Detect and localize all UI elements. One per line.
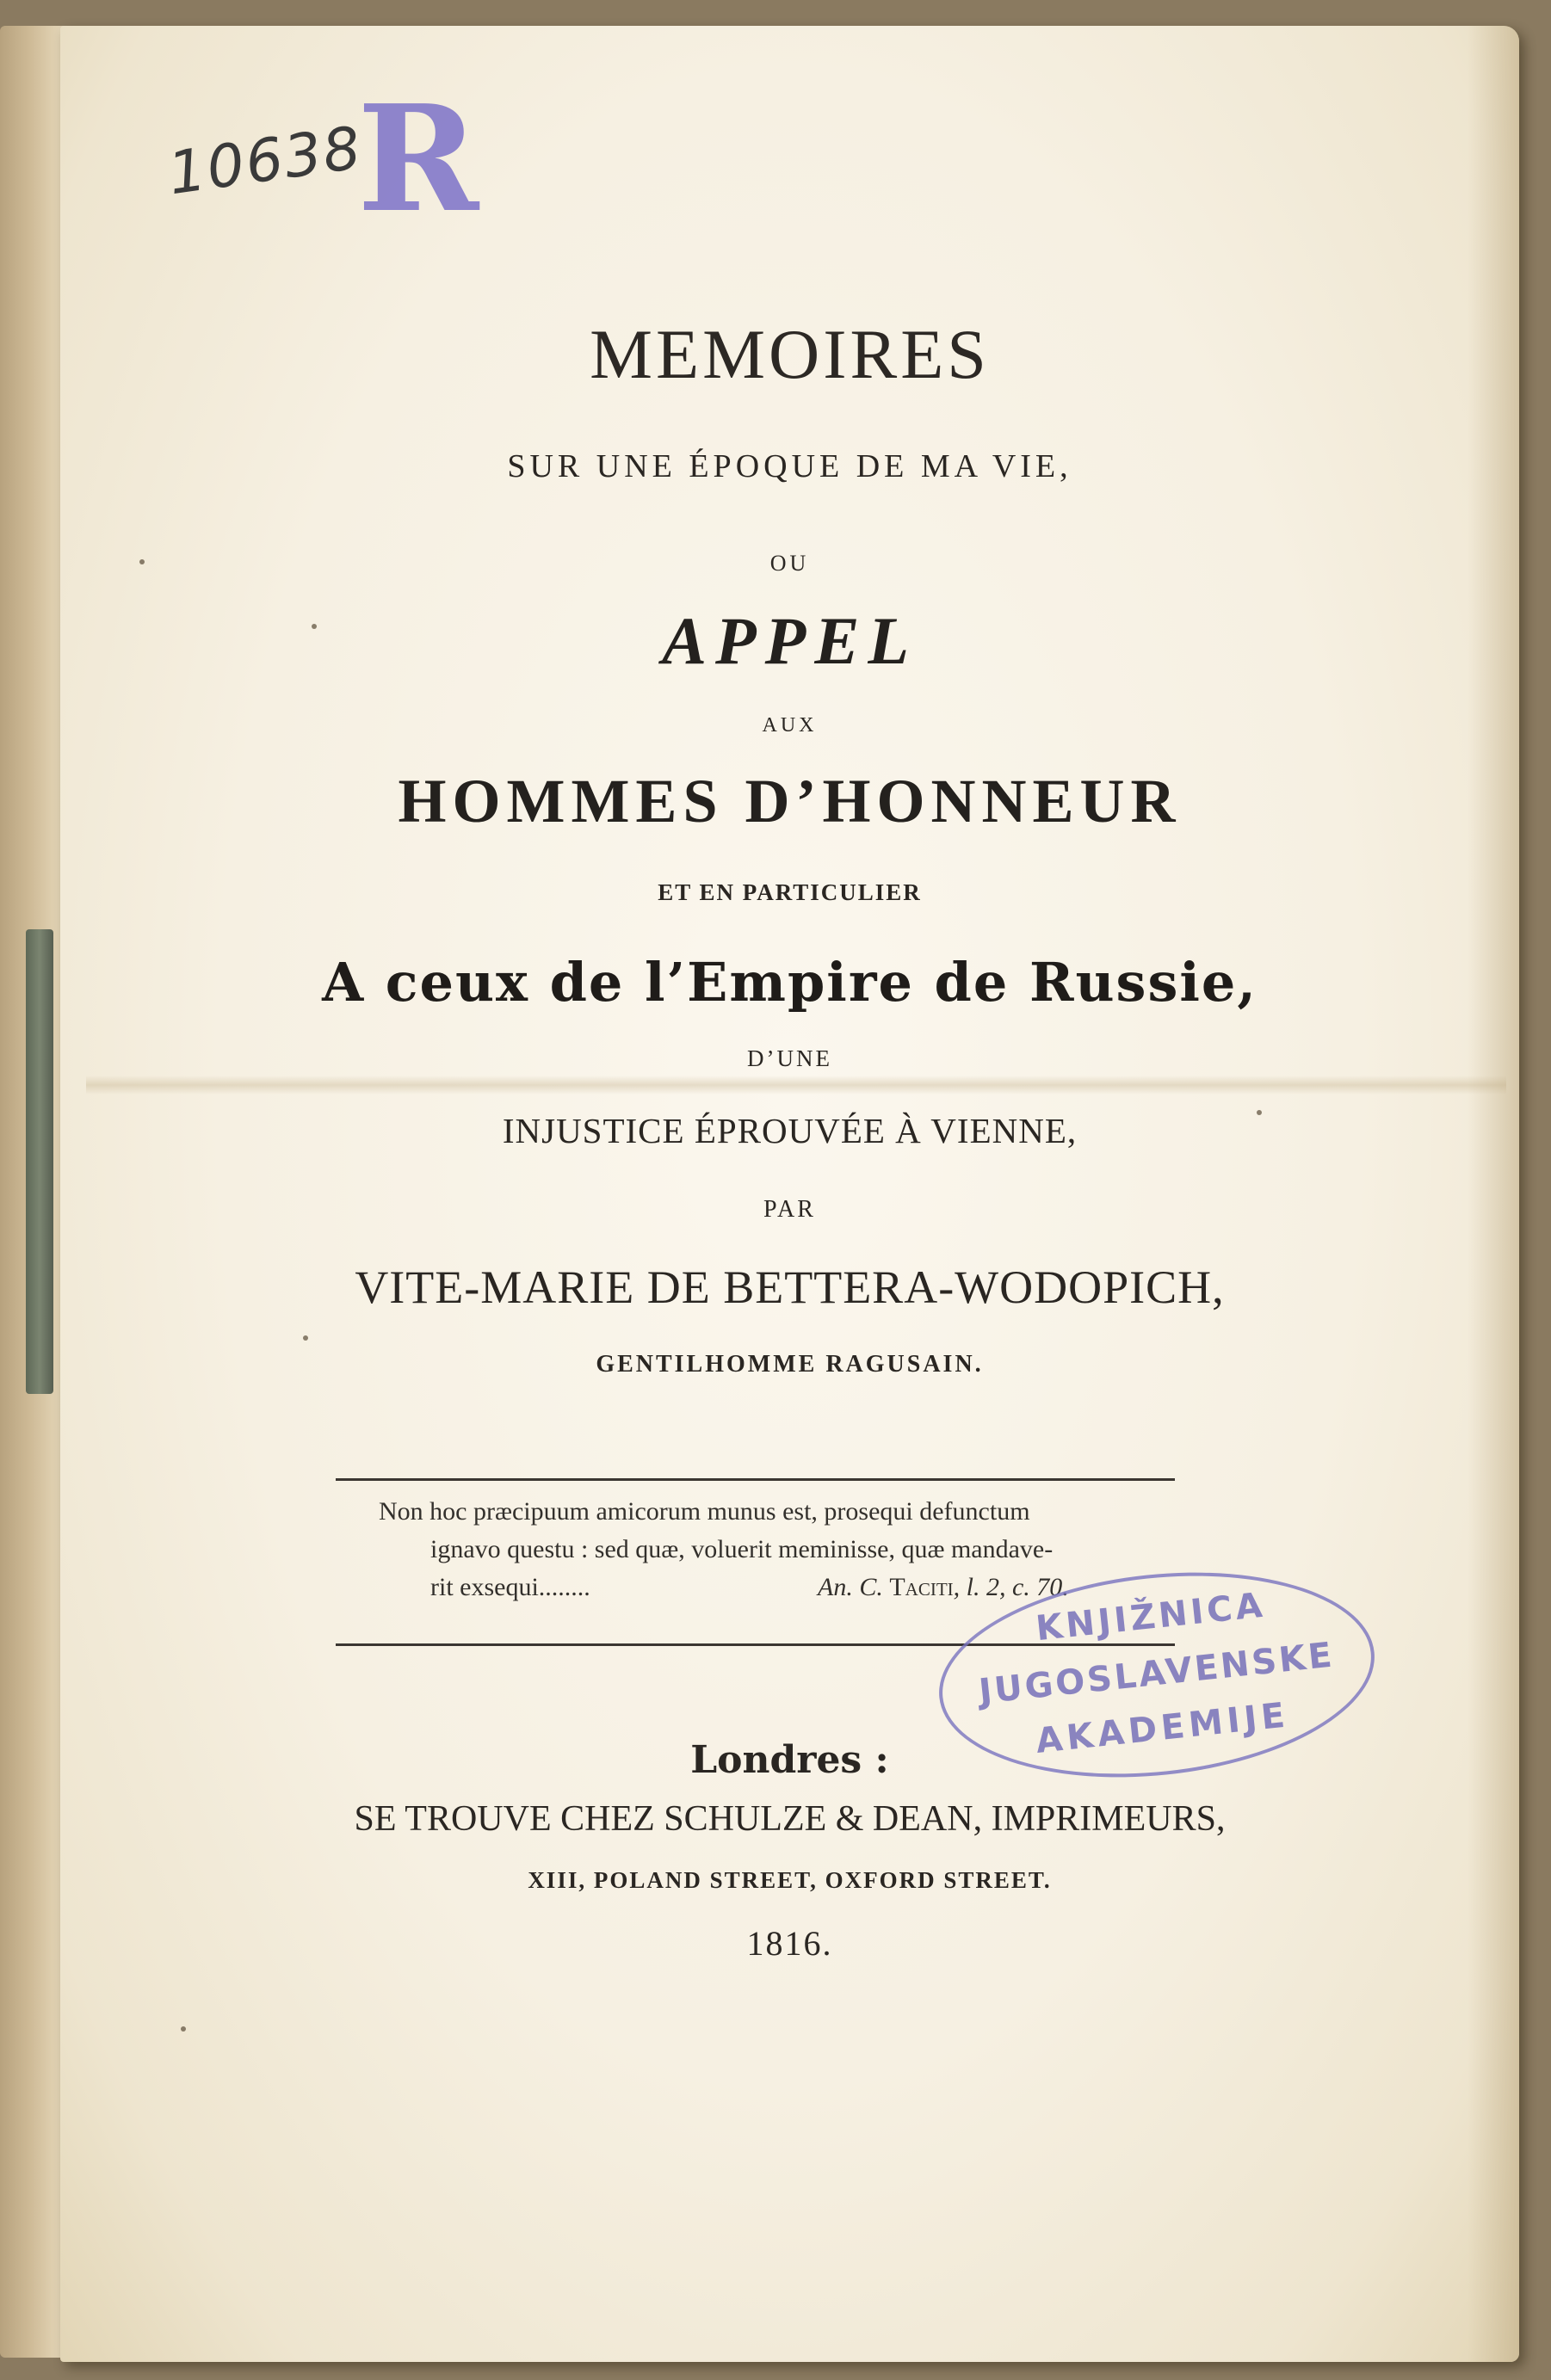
injustice-line: INJUSTICE ÉPROUVÉE À VIENNE, [502,1111,1078,1150]
library-stamp-line-2: JUGOSLAVENSKE [977,1635,1337,1712]
blackletter-dedication: A ceux de l’Empire de Russie, [322,951,1257,1014]
library-stamp-line-3: AKADEMIJE [1034,1695,1291,1761]
epigraph-line-1: Non hoc præcipuum amicorum munus est, prosequi defunctum [379,1497,1030,1526]
epigraph-line-3-text: rit exsequi........ [430,1573,590,1601]
en-particulier-line: ET EN PARTICULIER [658,879,922,905]
spine-binding-tape [26,929,53,1394]
page-crease [86,1076,1506,1094]
stamp-letter-r: R [357,73,479,245]
imprint-printer: SE TROUVE CHEZ SCHULZE & DEAN, IMPRIMEURS, [354,1799,1226,1839]
paper-speck [303,1335,308,1341]
library-stamp-line-1: KNJIŽNICA [1034,1585,1268,1649]
d-une-line: D’UNE [747,1045,832,1071]
conjunction-ou: OU [769,551,810,576]
author-title: GENTILHOMME RAGUSAIN. [596,1351,984,1378]
handwritten-shelf-number: 10638 [164,114,367,209]
citation-author: Taciti [889,1573,954,1601]
epigraph-rule-top [336,1478,1175,1481]
imprint-city: Londres : [690,1738,889,1782]
imprint-year: 1816. [746,1924,833,1963]
epigraph [379,1493,1179,1606]
author-name: VITE-MARIE DE BETTERA-WODOPICH, [355,1261,1225,1313]
hommes-heading: HOMMES D’HONNEUR [398,767,1182,835]
paper-speck [312,624,317,629]
epigraph-citation [818,1569,1069,1606]
paper-speck [1257,1110,1262,1115]
citation-prefix: An. C. [818,1573,883,1601]
book-title: MEMOIRES [590,315,990,393]
preposition-aux: AUX [762,714,818,737]
book-subtitle: SUR UNE ÉPOQUE DE MA VIE, [507,448,1072,484]
appel-heading: APPEL [662,603,918,678]
imprint-street: XIII, POLAND STREET, OXFORD STREET. [528,1867,1052,1893]
par-line: PAR [763,1196,816,1223]
paper-speck [181,2026,186,2032]
citation-suffix: , l. 2, c. 70. [953,1573,1069,1601]
paper-speck [139,559,145,564]
epigraph-line-2: ignavo questu : sed quæ, voluerit meminisse, quæ mandave- [430,1535,1054,1563]
